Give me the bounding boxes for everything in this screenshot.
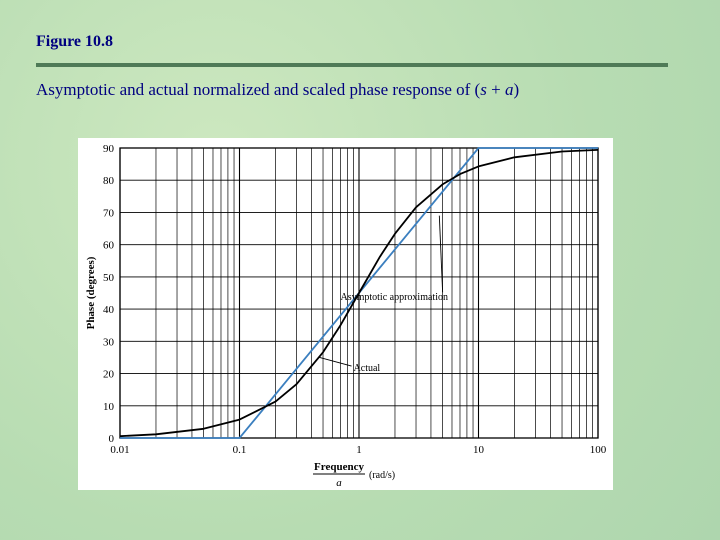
y-tick-label: 90 bbox=[103, 143, 114, 155]
caption-var-a: a bbox=[504, 80, 514, 99]
y-tick-label: 30 bbox=[103, 336, 114, 349]
y-tick-label: 20 bbox=[103, 368, 114, 381]
labels bbox=[320, 216, 448, 374]
asymptotic-annotation-arrow bbox=[439, 216, 442, 293]
title-divider bbox=[36, 63, 668, 67]
figure-caption bbox=[36, 80, 519, 100]
figure-label: Figure 10.8 bbox=[36, 33, 114, 50]
y-axis-label: Phase (degrees) bbox=[85, 256, 97, 330]
y-tick-label: 50 bbox=[103, 271, 114, 284]
caption-text: Asymptotic and actual normalized and scaled phase response of ( bbox=[36, 80, 481, 99]
x-tick-label: 1 bbox=[356, 444, 362, 456]
caption-close: ) bbox=[513, 80, 520, 99]
x-tick-label: 0.1 bbox=[232, 444, 247, 456]
y-tick-label: 0 bbox=[108, 433, 114, 445]
asymptotic-annotation: Asymptotic approximation bbox=[340, 292, 448, 304]
x-tick-label: 100 bbox=[589, 444, 607, 456]
actual-annotation-arrow bbox=[320, 357, 352, 366]
x-axis-label-denominator: a bbox=[336, 477, 342, 489]
x-axis-label-numerator: Frequency bbox=[314, 461, 364, 473]
y-tick-label: 80 bbox=[103, 175, 114, 188]
caption-var-s: s bbox=[480, 80, 487, 99]
y-tick-label: 70 bbox=[103, 207, 114, 220]
x-axis-label-unit: (rad/s) bbox=[369, 470, 396, 481]
x-tick-label: 10 bbox=[473, 444, 484, 456]
chart-panel bbox=[78, 138, 613, 490]
phase-response-chart bbox=[78, 138, 613, 490]
actual-annotation: Actual bbox=[353, 363, 381, 375]
y-tick-label: 40 bbox=[103, 304, 114, 317]
caption-plus: + bbox=[486, 80, 505, 99]
x-tick-label: 0.01 bbox=[110, 444, 130, 456]
y-tick-label: 10 bbox=[103, 400, 114, 413]
y-tick-label: 60 bbox=[103, 239, 114, 252]
